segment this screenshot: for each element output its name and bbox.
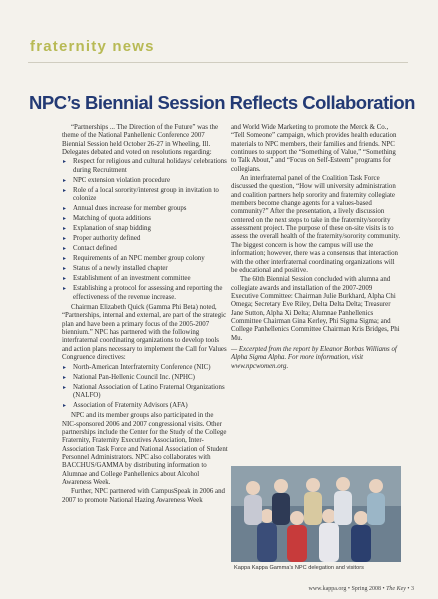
- continuation-paragraph: and World Wide Marketing to promote the Merck & Co., “Tell Someone” campaign, which provides health education materials to NPC members, their families and friends. NPC continues to support the “Something of Value,” “Something to Talk About,” and “Focus on Self-Esteem” programs for collegians.: [231, 124, 397, 173]
- page-footer: [290, 586, 414, 592]
- bullet-arrow-icon: ▸: [63, 276, 67, 283]
- list-item: ▸ Association of Fraternity Advisors (AFA): [63, 401, 188, 409]
- footer-separator: •: [382, 586, 387, 592]
- footer-separator: •: [407, 586, 411, 592]
- intro-paragraph: “Partnerships ... The Direction of the Future” was the theme of the National Panhellenic Conference 2007 Biennial Session held October 26-27 in Wheeling, Ill. Delegates debated and voted on resolutions regarding:: [62, 124, 219, 157]
- list-item: ▸ Contact defined: [63, 245, 117, 253]
- bullet-arrow-icon: ▸: [63, 384, 67, 391]
- footer-publication: The Key: [386, 586, 406, 592]
- bullet-arrow-icon: ▸: [63, 286, 67, 293]
- right-column: [231, 124, 401, 372]
- list-item: ▸ Establishment of an investment committee: [63, 275, 191, 283]
- list-item: ▸ Explanation of snap bidding: [63, 225, 151, 233]
- list-item: ▸ Establishing a protocol for assessing and reporting the effectiveness of the revenue increase.: [63, 285, 223, 301]
- bullet-arrow-icon: ▸: [63, 236, 67, 243]
- list-item: ▸ Matching of quota additions: [63, 215, 151, 223]
- bullet-arrow-icon: ▸: [63, 177, 67, 184]
- list-item: ▸ Annual dues increase for member groups: [63, 205, 187, 213]
- panel-paragraph: An interfraternal panel of the Coalition Task Force discussed the question, “How will university administration and coalition partners help sorority and fraternity collegiate members become change agents for a values-based community?” After the presentation, a lively discussion centered on the next steps to take in the fraternity/sorority assessment project. The purpose of these on-site visits is to assess the overall health of the fraternity/sorority community. The biggest concern is how the campus will use the information; however, there was a consensus that interaction with the other interfraternal coordinating organizations will be educational and positive.: [231, 175, 401, 274]
- article-headline: NPC’s Biennial Session Reflects Collaboration: [29, 92, 415, 113]
- session-paragraph: The 60th Biennial Session concluded with alumna and collegiate awards and installation of the 2007-2009 Executive Committee: Chairman Julie Burkhard, Alpha Chi Omega; Secretary Eve Riley, Delta Delta Delta; Treasurer Jane Sutton, Alpha Xi Delta; Alumnae Panhellenics Committee Chairman Gina Kerley, Phi Sigma Sigma; and College Panhellenics Committee Chairman Kris Bridges, Phi Mu.: [231, 276, 400, 342]
- delegation-photo: [231, 466, 401, 562]
- list-item: ▸ Requirements of an NPC member group colony: [63, 255, 205, 263]
- bullet-arrow-icon: ▸: [63, 159, 67, 166]
- bullet-arrow-icon: ▸: [63, 246, 67, 253]
- bullet-arrow-icon: ▸: [63, 374, 67, 381]
- bullet-arrow-icon: ▸: [63, 364, 67, 371]
- list-item: ▸ National Pan-Hellenic Council Inc. (NPHC): [63, 373, 195, 381]
- chairman-paragraph: Chairman Elizabeth Quick (Gamma Phi Beta) noted, “Partnerships, internal and external, are part of the strategic plan and have been a primary focus of the 2005-2007 biennium.” NPC has partnered with the following interfraternal coordinating organizations to develop tools and action plans necessary to implement the Call for Values Congruence directives:: [62, 304, 227, 362]
- footer-site: www.kappa.org: [308, 586, 347, 592]
- excerpt-credit: — Excerpted from the report by Eleanor Borbas Williams of Alpha Sigma Alpha. For more information, visit www.npcwomen.org.: [231, 345, 397, 370]
- bullet-arrow-icon: ▸: [63, 402, 67, 409]
- list-item: ▸ North-American Interfraternity Conference (NIC): [63, 363, 211, 371]
- list-item: ▸ Status of a newly installed chapter: [63, 265, 168, 273]
- footer-separator: •: [347, 586, 352, 592]
- list-item: ▸ National Association of Latino Fraternal Organizations (NALFO): [63, 383, 225, 399]
- footer-issue: Spring 2008: [351, 586, 381, 592]
- bullet-arrow-icon: ▸: [63, 206, 67, 213]
- bullet-arrow-icon: ▸: [63, 216, 67, 223]
- bullet-arrow-icon: ▸: [63, 187, 67, 194]
- footer-page-number: 3: [411, 586, 414, 592]
- left-column: [62, 124, 229, 506]
- list-item: ▸ NPC extension violation procedure: [63, 176, 171, 184]
- campusspeak-paragraph: Further, NPC partnered with CampusSpeak in 2006 and 2007 to promote National Hazing Awareness Week: [62, 488, 225, 504]
- list-item: ▸ Respect for religious and cultural holidays/ celebrations during Recruitment: [63, 158, 227, 174]
- partners-paragraph: NPC and its member groups also participated in the NIC-sponsored 2006 and 2007 congressional visits. Other partnerships include the Center for the Study of the College Fraternity, Fraternity Executives Association, Inter-Association Task Force and National Association of Student Personnel Administrators. NPC also collaborates with BACCHUS/GAMMA by distributing information to Alumnae and College Panhellenics about Alcohol Awareness Week.: [62, 412, 228, 487]
- list-item: ▸ Role of a local sorority/interest group in invitation to colonize: [63, 186, 219, 203]
- bullet-arrow-icon: ▸: [63, 256, 67, 263]
- organizations-list: [62, 364, 229, 411]
- section-label: fraternity news: [30, 38, 155, 55]
- resolutions-list: [62, 158, 229, 302]
- photo-caption: Kappa Kappa Gamma’s NPC delegation and visitors: [234, 565, 364, 571]
- header-rule: [28, 62, 408, 63]
- bullet-arrow-icon: ▸: [63, 266, 67, 273]
- list-item: ▸ Proper authority defined: [63, 235, 141, 243]
- bullet-arrow-icon: ▸: [63, 226, 67, 233]
